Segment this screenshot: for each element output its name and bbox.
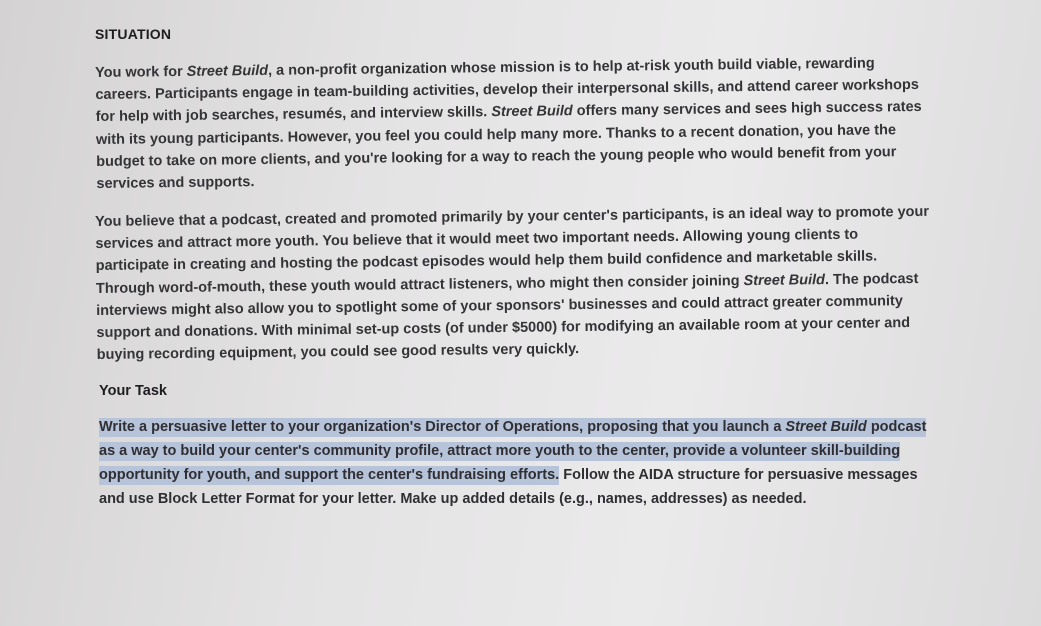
section-heading-your-task: Your Task: [99, 382, 167, 399]
section-heading-situation: SITUATION: [95, 26, 172, 42]
situation-paragraph-2: [95, 201, 932, 367]
text-run: You believe that a podcast, created and promoted primarily by your center's participants, is an ideal way to promote your services and attract more youth. You believe that it would meet two important needs. Allowing young clients to participate in creating and hosting the podcast episodes would help them build confidence and marketable skills. Through word-of-mouth, these youth would attract listeners, who might then consider joining: [95, 204, 930, 297]
text-run: offers many services and sees high success rates with its young participants. However, you feel you could help many more. Thanks to a recent donation, you have the budget to take on more clients, and you're looking for a way to reach the young people who would benefit from your services and supports.: [95, 99, 922, 193]
document-page: [95, 26, 935, 511]
org-name: Street Build: [785, 418, 867, 435]
text-run: , a non-profit organization whose mission is to help at-risk youth build viable, rewarding careers. Participants engage in team-building activities, develop their interpersonal skills, and attend career workshops for help with job searches, resumés, and interview skills.: [95, 55, 919, 126]
text-run: podcast as a way to build your center's community profile, attract more youth to the center, provide a volunteer skill-building opportunity for youth, and support the center's fundraising efforts.: [99, 418, 927, 483]
text-run: Follow the AIDA structure for persuasive messages and use Block Letter Format for your letter. Make up added details (e.g., names, addresses) as needed.: [99, 466, 918, 507]
org-name: Street Build: [491, 103, 573, 121]
org-name: Street Build: [186, 62, 269, 80]
situation-paragraph-1: [95, 52, 932, 195]
text-run: Write a persuasive letter to your organization's Director of Operations, proposing that you launch a: [99, 418, 786, 435]
task-paragraph: [99, 415, 929, 511]
org-name: Street Build: [743, 271, 826, 289]
text-run: . The podcast interviews might also allow you to spotlight some of your sponsors' businesses and could attract greater community support and donations. With minimal set-up costs (of under $5000) for modifying an available room at your center and buying recording equipment, you could see good results very quickly.: [96, 270, 919, 364]
text-run: You work for: [95, 63, 187, 81]
